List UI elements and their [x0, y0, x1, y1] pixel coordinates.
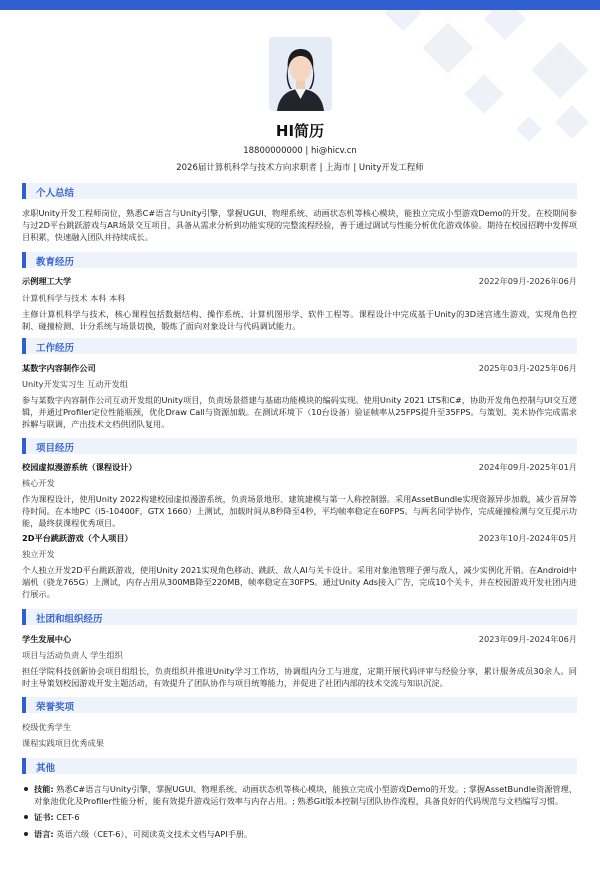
others-item-certificates: [22, 811, 577, 823]
section-title: 教育经历: [36, 257, 75, 268]
contact-info: 18800000000 | hi@hicv.cn: [243, 146, 357, 156]
section-campus-header: [22, 609, 577, 625]
education-major: 计算机科学与技术 本科 本科: [22, 293, 126, 303]
others-text: CET-6: [56, 812, 80, 823]
section-others-header: [22, 758, 577, 774]
section-summary-header: [22, 183, 577, 199]
project-description: 个人独立开发2D平台跳跃游戏，使用Unity 2021实现角色移动、跳跃、敌人AI与关卡设计。采用对象池管理子弹与敌人，减少实例化开销。在Android中端机（骁龙765G）上测试，内存占用从300MB降至220MB，帧率稳定在30FPS。通过Unity Ads接入广告，完成10个关卡，并在校园游戏开发社团内进行展示。: [22, 565, 577, 600]
section-awards-header: [22, 697, 577, 713]
section-title: 社团和组织经历: [36, 614, 103, 625]
work-role: Unity开发实习生 互动开发组: [22, 379, 128, 389]
project-role: 核心开发: [22, 478, 55, 488]
section-title: 其他: [36, 763, 56, 774]
section-education-header: [22, 252, 577, 268]
education-description: 主修计算机科学与技术，核心课程包括数据结构、操作系统、计算机图形学、软件工程等。课程设计中完成基于Unity的3D迷宫逃生游戏，实现角色控制、碰撞检测、计分系统与场景切换，锻炼了面向对象设计与代码调试能力。: [22, 309, 577, 332]
award-item: 课程实践项目优秀成果: [22, 738, 104, 748]
campus-org: 学生发展中心: [22, 634, 72, 644]
bullet-icon: [24, 787, 28, 791]
profile-photo: [269, 37, 332, 111]
campus-date: 2023年09月-2024年06月: [478, 634, 577, 644]
section-accent-bar: [22, 183, 26, 199]
project-date: 2024年09月-2025年01月: [478, 462, 577, 472]
job-target: 2026届计算机科学与技术方向求职者 | 上海市 | Unity开发工程师: [176, 163, 424, 173]
summary-text: 求职Unity开发工程师岗位，熟悉C#语言与Unity引擎，掌握UGUI、物理系统、动画状态机等核心模块，能独立完成小型游戏Demo的开发。在校期间参与过2D平台跳跃游戏与AR场景交互项目，具备从需求分析到功能实现的完整流程经验，善于通过调试与性能分析优化游戏体验。期待在校园招聘中发挥项目积累，快速融入团队并持续成长。: [22, 208, 577, 243]
others-text: 熟悉C#语言与Unity引擎，掌握UGUI、物理系统、动画状态机等核心模块，能独立完成小型游戏Demo的开发。; 掌握AssetBundle资源管理、对象池优化及Profiler性能分析，能有效提升游戏运行效率与内存占用。; 熟悉Git版本控制与团队协作流程，具备良好的代码规范与文档编写习惯。: [34, 784, 577, 807]
top-accent-bar: [0, 0, 600, 10]
project-date: 2023年10月-2024年05月: [478, 533, 577, 543]
section-title: 个人总结: [36, 188, 75, 199]
work-description: 参与某数字内容制作公司互动开发组的Unity项目，负责场景搭建与基础功能模块的编码实现。使用Unity 2021 LTS和C#，协助开发角色控制与UI交互逻辑，并通过Profiler定位性能瓶颈，优化Draw Call与资源加载。在测试环境下（10台设备）验证帧率从25FPS提升至35FPS。与策划、美术协作完成需求拆解与联调，产出技术文档供团队复用。: [22, 395, 577, 430]
project-description: 作为课程设计，使用Unity 2022构建校园虚拟漫游系统，负责场景地形、建筑建模与第一人称控制器。采用AssetBundle实现资源异步加载，减少首屏等待时间。在本地PC（i5-10400F，GTX 1660）上测试，加载时间从8秒降至4秒，平均帧率稳定在60FPS。与两名同学协作，完成碰撞检测与交互提示功能，最终获课程优秀项目。: [22, 494, 577, 529]
section-title: 工作经历: [36, 343, 75, 354]
others-item-language: [22, 828, 577, 840]
section-accent-bar: [22, 758, 26, 774]
others-label: 技能:: [34, 784, 54, 794]
section-accent-bar: [22, 338, 26, 354]
section-accent-bar: [22, 252, 26, 268]
award-item: 校级优秀学生: [22, 722, 72, 732]
bullet-icon: [24, 832, 28, 836]
others-text: 英语六级（CET-6），可阅读英文技术文档与API手册。: [56, 828, 253, 839]
bullet-icon: [24, 815, 28, 819]
others-item-skills: [22, 783, 577, 807]
campus-role: 项目与活动负责人 学生组织: [22, 650, 123, 660]
others-list: [22, 783, 577, 840]
section-accent-bar: [22, 438, 26, 454]
section-title: 项目经历: [36, 443, 75, 454]
project-name: 校园虚拟漫游系统（课程设计）: [22, 462, 137, 472]
others-label: 证书:: [34, 812, 54, 823]
section-projects-header: [22, 438, 577, 454]
section-title: 荣誉奖项: [36, 702, 75, 713]
resume-title: HI简历: [275, 122, 325, 140]
campus-description: 担任学院科技创新协会项目组组长，负责组织并推进Unity学习工作坊，协调组内分工与进度，定期开展代码评审与经验分享，累计服务成员30余人。同时主导策划校园游戏开发主题活动，有效提升了团队协作与项目统筹能力，并促进了社团内部的技术交流与知识沉淀。: [22, 666, 577, 689]
work-date: 2025年03月-2025年06月: [478, 363, 577, 373]
section-accent-bar: [22, 697, 26, 713]
work-company: 某数字内容制作公司: [22, 363, 96, 373]
project-role: 独立开发: [22, 549, 55, 559]
others-label: 语言:: [34, 828, 54, 839]
education-school: 示例理工大学: [22, 276, 72, 286]
section-work-header: [22, 338, 577, 354]
section-accent-bar: [22, 609, 26, 625]
education-date: 2022年09月-2026年06月: [478, 276, 577, 286]
project-name: 2D平台跳跃游戏（个人项目）: [22, 533, 133, 543]
